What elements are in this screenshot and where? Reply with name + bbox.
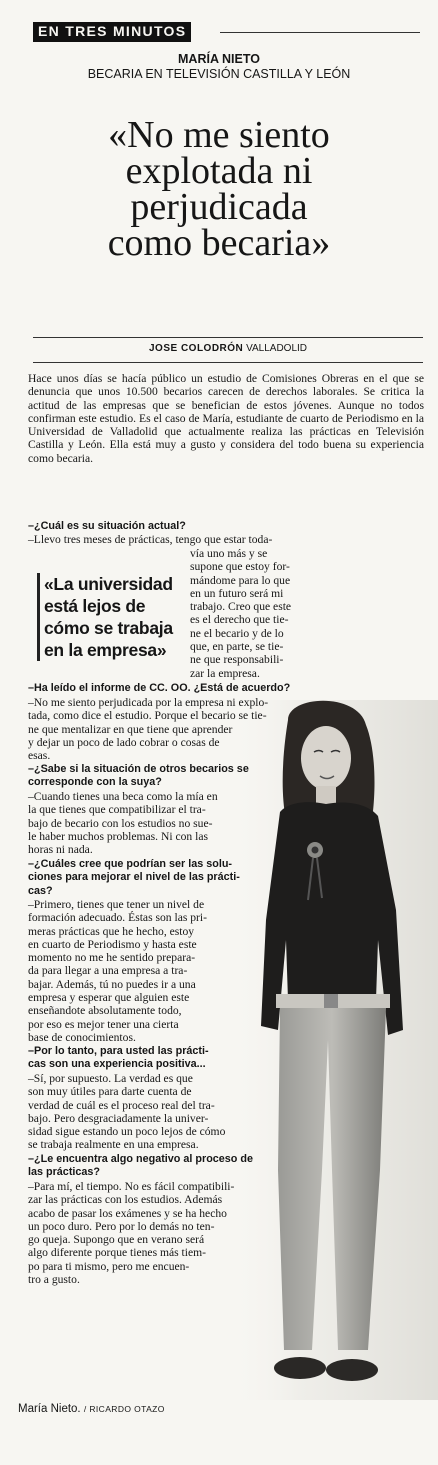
answer-3: –Cuando tienes una beca como la mía en la que tienes que compatibilizar el tra- bajo de becario con los estudios no sue- le haber muchos problemas. Ni con las horas ni nada.: [28, 790, 218, 857]
question-4: –¿Cuáles cree que podrían ser las solu- ciones para mejorar el nivel de las prácti- cas?: [28, 858, 240, 897]
question-5: –Por lo tanto, para usted las prácti- cas son una experiencia positiva...: [28, 1045, 209, 1071]
question-6: –¿Le encuentra algo negativo al proceso de las prácticas?: [28, 1153, 253, 1179]
answer-5: –Sí, por supuesto. La verdad es que son muy útiles para darte cuenta de verdad de cuál es el proceso real del tra- bajo. Pero desgraciadamente la univer- sidad sigue estando un poco lejos de cómo se trabaja realmente en una empresa.: [28, 1072, 226, 1152]
pull-quote-line: cómo se trabaja: [44, 618, 173, 638]
headline-line: explotada ni: [125, 150, 313, 192]
pull-quote-line: está lejos de: [44, 596, 146, 616]
section-rule: [220, 32, 420, 33]
answer-6: –Para mí, el tiempo. No es fácil compatibili- zar las prácticas con los estudios. Además acabo de pasar los exámenes y se ha hecho un poco duro. Pero por lo demás no ten- go queja. Supongo que en verano será algo diferente porque tienes más tiem- po para ti mismo, pero me encuen- tro a gusto.: [28, 1180, 235, 1287]
author-place: VALLADOLID: [246, 343, 308, 354]
interviewee-role: BECARIA EN TELEVISIÓN CASTILLA Y LEÓN: [87, 67, 351, 81]
caption-name: María Nieto.: [18, 1403, 81, 1415]
photo-credit: / RICARDO OTAZO: [83, 1404, 165, 1414]
section-tag: EN TRES MINUTOS: [33, 22, 191, 42]
answer-4: –Primero, tienes que tener un nivel de formación adecuado. Éstas son las pri- meras prácticas que he hecho, estoy en cuarto de Periodismo y hasta este momento no me he sentido prepara- da para llegar a una empresa a tra- bajar. Además, tú no puedes ir a una empresa y esperar que alguien este enseñandote absolutamente todo, por eso es mejor tener una cierta base de conocimientos.: [28, 898, 208, 1044]
headline: [20, 114, 418, 264]
question-1: –¿Cuál es su situación actual?: [28, 520, 186, 532]
headline-line: perjudicada: [130, 186, 308, 228]
question-2: –Ha leído el informe de CC. OO. ¿Está de acuerdo?: [28, 682, 291, 694]
question-3: –¿Sabe si la situación de otros becarios se corresponde con la suya?: [28, 763, 249, 789]
answer-1-start: –Llevo tres meses de prácticas, tengo que estar toda-: [28, 533, 273, 546]
author-rule-top: [33, 337, 423, 338]
pull-quote-line: «La universidad: [44, 574, 173, 594]
answer-1-continued: vía uno más y se supone que estoy for- mándome para lo que en un futuro será mi trabajo. Creo que este es el derecho que tie- ne el becario y de lo que, en parte, se tie- ne que responsabili- zar la empresa.: [190, 547, 292, 680]
author-line: [33, 343, 423, 354]
pull-quote: [37, 573, 190, 661]
intro-paragraph: Hace unos días se hacía público un estudio de Comisiones Obreras en el que se denuncia que unos 10.500 becarios carecen de derechos laborales. Se critica la actitud de las empresas que se benefician de estos jóvenes. Aunque no todos confirman este estudio. Es el caso de María, estudiante de cuarto de Periodismo en la Universidad de Valladolid que actualmente realiza las prácticas en Televisión Castilla y León. Ella está muy a gusto y considera del todo buena su experiencia como becaria.: [28, 372, 424, 465]
author-name: JOSE COLODRÓN: [148, 343, 244, 354]
headline-line: «No me siento: [108, 114, 330, 156]
answer-2: –No me siento perjudicada por la empresa ni explo- tada, como dice el estudio. Porque el becario se tie- ne que mentalizar en que tiene que aprender y dejar un poco de lado cobrar o cosas de esas.: [28, 696, 269, 763]
headline-line: como becaria»: [107, 222, 331, 264]
photo-caption: [18, 1403, 165, 1415]
pull-quote-line: en la empresa»: [44, 640, 167, 660]
interviewee-name: MARÍA NIETO: [178, 52, 260, 66]
author-rule-bottom: [33, 362, 423, 363]
